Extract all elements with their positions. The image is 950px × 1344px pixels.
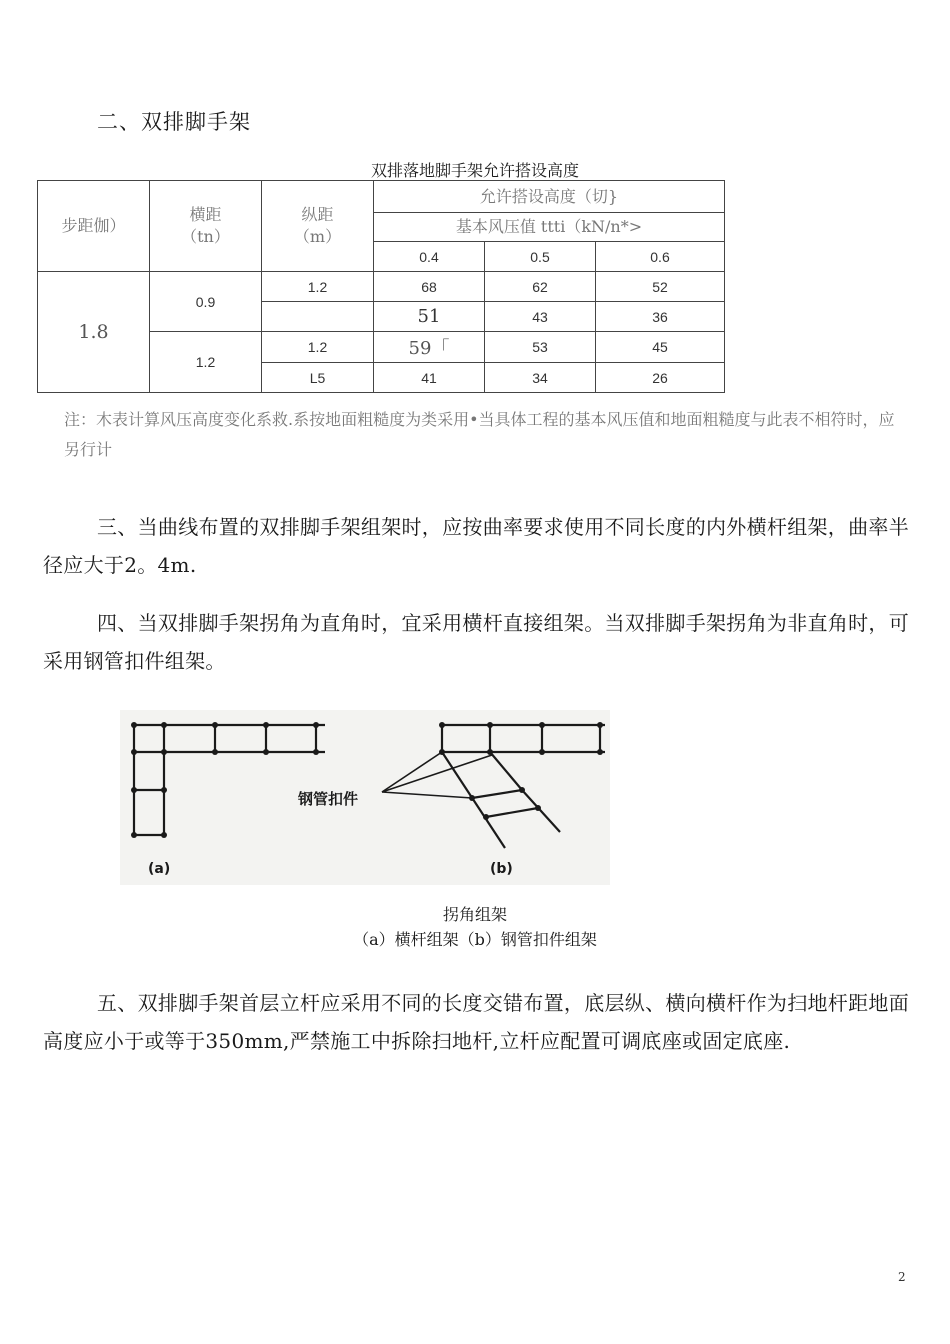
wind-value: 0.5 xyxy=(485,242,596,272)
paragraph-5: 五、双排脚手架首层立杆应采用不同的长度交错布置，底层纵、横向横杆作为扫地杆距地面高度应小于或等于350mm,严禁施工中拆除扫地杆,立杆应配置可调底座或固定底座. xyxy=(43,991,909,1053)
header-vertical-span xyxy=(262,181,374,272)
height-value: 62 xyxy=(485,272,596,302)
paragraph-3: 三、当曲线布置的双排脚手架组架时，应按曲率要求使用不同长度的内外横杆组架，曲率半径应大于2。4m. xyxy=(43,515,909,577)
horizontal-span-value: 1.2 xyxy=(150,332,262,393)
header-allowed-height: 允许搭设高度（切} xyxy=(374,181,725,213)
figure-caption-subtitle: （a）横杆组架（b）钢管扣件组架 xyxy=(353,930,597,949)
height-value: 26 xyxy=(596,363,725,393)
height-value: 43 xyxy=(485,302,596,332)
wind-value: 0.4 xyxy=(374,242,485,272)
vertical-span-value xyxy=(262,302,374,332)
corner-assembly-figure xyxy=(120,710,610,885)
header-step: 步距伽） xyxy=(38,181,150,272)
table-note: 注：木表计算风压高度变化系救.系按地面粗糙度为类采用•当具体工程的基本风压值和地面粗糙度与此表不相符时，应另行计 xyxy=(64,410,895,459)
section-heading: 二、双排脚手架 xyxy=(97,110,251,134)
height-value: 51 xyxy=(374,302,485,332)
vertical-span-value: 1.2 xyxy=(262,272,374,302)
height-value: 34 xyxy=(485,363,596,393)
step-value: 1.8 xyxy=(38,272,150,393)
figure-caption-title: 拐角组架 xyxy=(442,905,507,924)
header-horizontal-span xyxy=(150,181,262,272)
horizontal-span-value: 0.9 xyxy=(150,272,262,332)
height-value: 68 xyxy=(374,272,485,302)
callout-label: 钢管扣件 xyxy=(298,790,359,808)
header-vertical-span-line2: （m） xyxy=(293,227,342,246)
paragraph-4: 四、当双排脚手架拐角为直角时，宜采用横杆直接组架。当双排脚手架拐角为非直角时，可采用钢管扣件组架。 xyxy=(43,611,909,673)
header-vertical-span-line1: 纵距 xyxy=(301,205,334,224)
figure-background xyxy=(120,710,610,885)
vertical-span-value: L5 xyxy=(262,363,374,393)
height-value: 59「 xyxy=(374,332,485,363)
vertical-span-value: 1.2 xyxy=(262,332,374,363)
figure-b-label: (b) xyxy=(490,861,513,877)
table-caption: 双排落地脚手架允许搭设高度 xyxy=(370,161,579,180)
page-number: 2 xyxy=(898,1270,906,1284)
height-value: 52 xyxy=(596,272,725,302)
scaffold-height-table xyxy=(37,180,725,393)
height-value: 53 xyxy=(485,332,596,363)
height-value: 36 xyxy=(596,302,725,332)
figure-a-label: (a) xyxy=(148,861,171,877)
header-horizontal-span-line2: （tn） xyxy=(181,227,230,246)
height-value: 45 xyxy=(596,332,725,363)
height-value: 41 xyxy=(374,363,485,393)
wind-value: 0.6 xyxy=(596,242,725,272)
header-horizontal-span-line1: 横距 xyxy=(189,205,222,224)
header-wind-pressure: 基本风压值 ttti（kN/n*> xyxy=(374,213,725,242)
